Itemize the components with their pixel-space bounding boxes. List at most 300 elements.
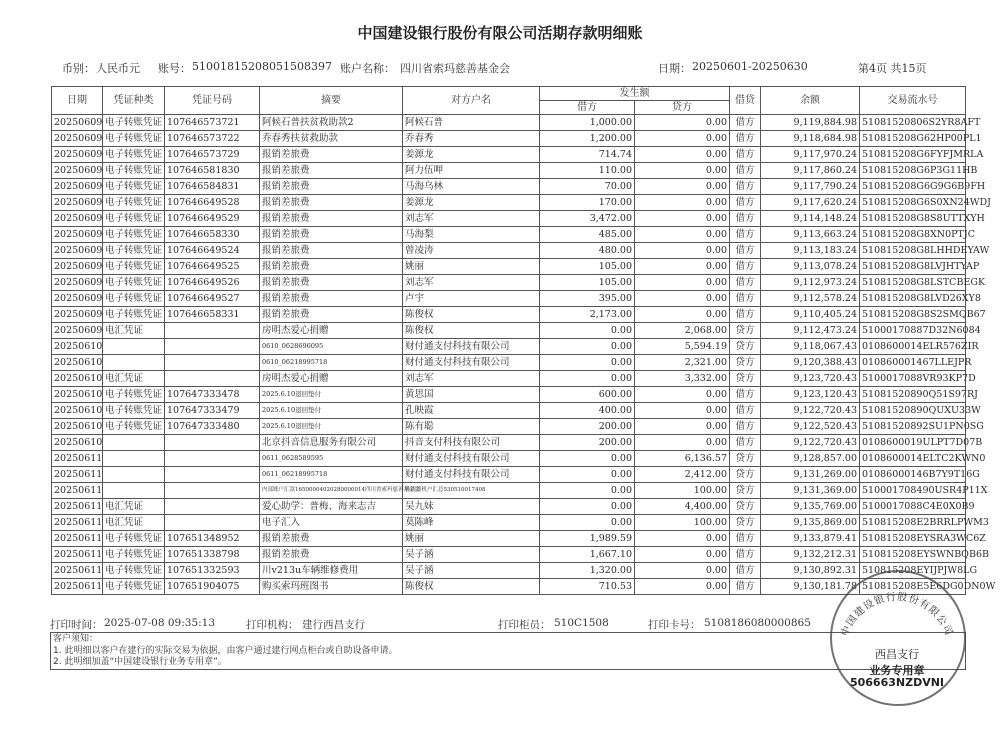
table-row [52,227,966,243]
cell-counterparty: 姜源龙 [403,147,540,163]
print-org-value: 建行西昌支行 [302,619,365,631]
cell-voucher: 107646658331 [165,307,260,323]
cell-credit: 6,136.57 [635,451,730,467]
cell-txn: 510815208G6P3G11HB [860,163,966,179]
cell-summary: 报销差旅费 [260,147,403,163]
table-row [52,179,966,195]
cell-voucher: 107646649524 [165,243,260,259]
cell-debit: 400.00 [540,403,635,419]
cell-voucher: 107646658330 [165,227,260,243]
table-row [52,531,966,547]
cell-balance: 9,112,973.24 [761,275,860,291]
cell-voucher [165,323,260,339]
cell-txn: 510815208G6G9G6B9FH [860,179,966,195]
cell-credit: 0.00 [635,115,730,131]
cell-summary: 阿候石普扶贫救助款2 [260,115,403,131]
cell-type [103,467,165,483]
table-row [52,515,966,531]
table-row [52,419,966,435]
cell-txn: 010860001467LLEJPR [860,355,966,371]
table-row [52,403,966,419]
print-card-label: 打印卡号： [648,619,701,631]
col-txn-header: 交易流水号 [860,87,966,115]
cell-summary: 报销差旅费 [260,211,403,227]
table-row [52,387,966,403]
cell-type: 电子转账凭证 [103,211,165,227]
cell-credit: 0.00 [635,275,730,291]
cell-debit: 0.00 [540,355,635,371]
cell-debit: 485.00 [540,227,635,243]
col-credit-header: 贷方 [635,101,730,115]
cell-type: 电子转账凭证 [103,163,165,179]
cell-balance: 9,117,860.24 [761,163,860,179]
cell-voucher: 107646573721 [165,115,260,131]
cell-txn: 510815208G62HP00PL1 [860,131,966,147]
table-row [52,499,966,515]
cell-summary: 爱心助学：普梅、海来志吉 [260,499,403,515]
cell-summary: 报销差旅费 [260,291,403,307]
cell-debit: 1,667.10 [540,547,635,563]
cell-balance: 9,110,405.24 [761,307,860,323]
cell-date: 20250609 [52,243,103,259]
cell-balance: 9,117,620.24 [761,195,860,211]
cell-counterparty: 陈俊权 [403,307,540,323]
print-time-label: 打印时间： [50,619,103,631]
cell-debit: 600.00 [540,387,635,403]
cell-voucher [165,339,260,355]
cell-voucher [165,435,260,451]
cell-date: 20250611 [52,483,103,499]
cell-dc: 贷方 [730,483,761,499]
cell-credit: 0.00 [635,195,730,211]
cell-balance: 9,132,212.31 [761,547,860,563]
cell-dc: 贷方 [730,499,761,515]
cell-credit: 0.00 [635,419,730,435]
table-row [52,147,966,163]
cell-balance: 9,112,578.24 [761,291,860,307]
transaction-table [51,86,996,595]
cell-date: 20250609 [52,323,103,339]
cell-type: 电子转账凭证 [103,275,165,291]
cell-type: 电子转账凭证 [103,291,165,307]
table-row [52,307,966,323]
cell-counterparty: 财付通支付科技有限公司 [403,339,540,355]
cell-voucher: 107647333480 [165,419,260,435]
notes-item: 2. 此明细加盖“中国建设银行业务专用章”。 [53,657,227,667]
cell-date: 20250609 [52,131,103,147]
cell-debit: 1,200.00 [540,131,635,147]
cell-balance: 9,118,067.43 [761,339,860,355]
table-row [52,323,966,339]
cell-dc: 贷方 [730,323,761,339]
cell-debit: 1,000.00 [540,115,635,131]
cell-summary: 0611_0628589595 [260,451,403,467]
cell-balance: 9,113,078.24 [761,259,860,275]
cell-counterparty: 抖音支付科技有限公司 [403,435,540,451]
cell-date: 20250609 [52,291,103,307]
cell-date: 20250609 [52,163,103,179]
cell-txn: 51000170887D32N6084 [860,323,966,339]
cell-txn: 510001708490USR4P11X [860,483,966,499]
cell-debit: 1,989.59 [540,531,635,547]
cell-credit: 0.00 [635,307,730,323]
cell-counterparty: 陈有聪 [403,419,540,435]
cell-summary: 内部账户汇款16500004020280000014四川省索玛慈善基金会 [260,483,403,499]
cell-dc: 借方 [730,259,761,275]
cell-voucher [165,483,260,499]
cell-dc: 借方 [730,419,761,435]
cell-balance: 9,119,884.98 [761,115,860,131]
cell-date: 20250611 [52,579,103,595]
cell-debit: 0.00 [540,339,635,355]
cell-summary: 北京抖音信息服务有限公司 [260,435,403,451]
cell-debit: 0.00 [540,483,635,499]
cell-type: 电汇凭证 [103,515,165,531]
cell-dc: 借方 [730,227,761,243]
cell-summary: 报销差旅费 [260,275,403,291]
cell-txn: 5100017088VR93KP7D [860,371,966,387]
date-range-value: 20250601-20250630 [692,60,808,73]
cell-summary: 报销差旅费 [260,259,403,275]
account-label: 账号： [158,62,191,75]
cell-counterparty: 曾凌涛 [403,243,540,259]
cell-type: 电子转账凭证 [103,563,165,579]
cell-voucher [165,371,260,387]
cell-credit: 0.00 [635,211,730,227]
cell-counterparty: 财付通支付科技有限公司 [403,467,540,483]
cell-txn: 51081520890QUXU33W [860,403,966,419]
cell-dc: 借方 [730,435,761,451]
cell-credit: 0.00 [635,259,730,275]
cell-dc: 借方 [730,243,761,259]
cell-counterparty: 阿候石普 [403,115,540,131]
col-voucher-header: 凭证号码 [165,87,260,115]
cell-type: 电子转账凭证 [103,227,165,243]
cell-credit: 100.00 [635,483,730,499]
cell-summary: 2025.6.10退回垫付 [260,387,403,403]
cell-txn: 510815208EYIJPJW8LG [860,563,966,579]
cell-date: 20250610 [52,387,103,403]
cell-voucher [165,467,260,483]
cell-summary: 报销差旅费 [260,195,403,211]
cell-type: 电子转账凭证 [103,115,165,131]
cell-summary: 报销差旅费 [260,163,403,179]
table-row [52,371,966,387]
cell-balance: 9,128,857.00 [761,451,860,467]
cell-summary: 0611_06218995718 [260,467,403,483]
cell-debit: 0.00 [540,323,635,339]
cell-counterparty: 卢宇 [403,291,540,307]
cell-voucher [165,451,260,467]
cell-dc: 贷方 [730,339,761,355]
cell-balance: 9,122,720.43 [761,435,860,451]
cell-counterparty: 刘志军 [403,371,540,387]
cell-txn: 01086000146B7Y9T16G [860,467,966,483]
cell-debit: 710.53 [540,579,635,595]
cell-dc: 借方 [730,195,761,211]
cell-type: 电子转账凭证 [103,147,165,163]
table-row [52,355,966,371]
cell-credit: 0.00 [635,163,730,179]
cell-voucher: 107646584831 [165,179,260,195]
cell-counterparty: 黄思国 [403,387,540,403]
cell-txn: 51081520806S2YR8AFT [860,115,966,131]
cell-counterparty: 姚丽 [403,531,540,547]
cell-txn: 510815208EYSWNBQB6B [860,547,966,563]
cell-dc: 借方 [730,531,761,547]
cell-counterparty: 转清算机户汇总530510017408 [403,483,540,499]
col-summary-header: 摘要 [260,87,403,115]
cell-date: 20250610 [52,419,103,435]
cell-counterparty: 莫陈峰 [403,515,540,531]
cell-counterparty: 吴子涵 [403,547,540,563]
cell-dc: 借方 [730,131,761,147]
cell-summary: 2025.6.10退回垫付 [260,419,403,435]
cell-counterparty: 马海乌林 [403,179,540,195]
cell-credit: 2,321.00 [635,355,730,371]
cell-counterparty: 财付通支付科技有限公司 [403,451,540,467]
statement-title: 中国建设银行股份有限公司活期存款明细账 [357,24,643,42]
cell-dc: 借方 [730,115,761,131]
cell-dc: 贷方 [730,355,761,371]
cell-dc: 借方 [730,291,761,307]
cell-summary: 2025.6.10退回垫付 [260,403,403,419]
cell-type: 电子转账凭证 [103,387,165,403]
cell-credit: 0.00 [635,563,730,579]
cell-type [103,339,165,355]
seal-purpose: 业务专用章 [869,664,925,677]
cell-balance: 9,118,684.98 [761,131,860,147]
cell-dc: 借方 [730,387,761,403]
table-row [52,547,966,563]
cell-counterparty: 刘志军 [403,211,540,227]
cell-summary: 电子汇入 [260,515,403,531]
cell-txn: 510815208G8S2SMQB67 [860,307,966,323]
cell-debit: 0.00 [540,499,635,515]
table-row [52,483,966,499]
cell-type: 电子转账凭证 [103,307,165,323]
cell-voucher [165,515,260,531]
cell-txn: 0108600014ELR576ZIR [860,339,966,355]
cell-credit: 0.00 [635,547,730,563]
cell-date: 20250609 [52,211,103,227]
cell-txn: 510815208EYSRA3WC6Z [860,531,966,547]
table-row [52,243,966,259]
cell-date: 20250609 [52,195,103,211]
cell-credit: 5,594.19 [635,339,730,355]
cell-voucher: 107646581830 [165,163,260,179]
cell-txn: 510815208G6S0XN24WDJ [860,195,966,211]
cell-balance: 9,120,388.43 [761,355,860,371]
cell-balance: 9,131,369.00 [761,483,860,499]
cell-voucher: 107646573722 [165,131,260,147]
cell-debit: 105.00 [540,275,635,291]
cell-credit: 0.00 [635,531,730,547]
cell-credit: 0.00 [635,179,730,195]
cell-debit: 480.00 [540,243,635,259]
cell-type: 电子转账凭证 [103,403,165,419]
cell-voucher: 107647333478 [165,387,260,403]
cell-counterparty: 刘志军 [403,275,540,291]
cell-dc: 借方 [730,163,761,179]
cell-type: 电汇凭证 [103,371,165,387]
cell-credit: 0.00 [635,435,730,451]
table-row [52,339,966,355]
cell-txn: 510815208G8LVD26XY8 [860,291,966,307]
cell-debit: 200.00 [540,435,635,451]
print-counter-label: 打印柜员： [498,619,551,631]
cell-date: 20250611 [52,563,103,579]
cell-counterparty: 吴九妹 [403,499,540,515]
cell-counterparty: 马海梨 [403,227,540,243]
cell-credit: 0.00 [635,243,730,259]
cell-debit: 70.00 [540,179,635,195]
cell-date: 20250611 [52,467,103,483]
notes-heading: 客户须知： [53,634,99,644]
print-org-label: 打印机构： [246,619,299,631]
cell-type: 电子转账凭证 [103,195,165,211]
cell-summary: 0610_06218995718 [260,355,403,371]
cell-txn: 51081520892SU1PN0SG [860,419,966,435]
table-row [52,259,966,275]
cell-counterparty: 陈俊权 [403,579,540,595]
cell-date: 20250609 [52,115,103,131]
cell-balance: 9,113,663.24 [761,227,860,243]
seal-code: 506663NZDVNI [849,676,945,689]
cell-dc: 借方 [730,211,761,227]
cell-balance: 9,135,769.00 [761,499,860,515]
seal-branch: 西昌支行 [875,648,919,661]
cell-debit: 170.00 [540,195,635,211]
cell-balance: 9,117,790.24 [761,179,860,195]
cell-summary: 报销差旅费 [260,243,403,259]
cell-txn: 510815208G8LHHDEYAW [860,243,966,259]
cell-dc: 贷方 [730,451,761,467]
account-value: 51001815208051508397 [192,60,332,73]
cell-summary: 报销差旅费 [260,531,403,547]
currency-value: 人民币元 [96,62,140,75]
cell-debit: 714.74 [540,147,635,163]
col-debit-header: 借方 [540,101,635,115]
cell-voucher: 107646573729 [165,147,260,163]
cell-debit: 110.00 [540,163,635,179]
cell-credit: 3,332.00 [635,371,730,387]
cell-counterparty: 阿力伍呷 [403,163,540,179]
cell-type: 电汇凭证 [103,323,165,339]
cell-counterparty: 陈俊权 [403,323,540,339]
cell-type [103,435,165,451]
cell-date: 20250610 [52,339,103,355]
cell-counterparty: 孔映霞 [403,403,540,419]
cell-dc: 借方 [730,179,761,195]
cell-balance: 9,122,720.43 [761,403,860,419]
cell-voucher: 107646649528 [165,195,260,211]
cell-balance: 9,130,181.78 [761,579,860,595]
cell-date: 20250609 [52,179,103,195]
cell-credit: 2,068.00 [635,323,730,339]
table-row [52,115,966,131]
cell-balance: 9,113,183.24 [761,243,860,259]
cell-balance: 9,133,879.41 [761,531,860,547]
cell-voucher: 107646649525 [165,259,260,275]
cell-balance: 9,130,892.31 [761,563,860,579]
cell-summary: 购买索玛班图书 [260,579,403,595]
cell-balance: 9,122,520.43 [761,419,860,435]
transaction-rows [52,115,996,595]
cell-summary: 乔春秀扶贫救助款 [260,131,403,147]
table-row [52,435,966,451]
cell-voucher: 107651904075 [165,579,260,595]
cell-balance: 9,112,473.24 [761,323,860,339]
cell-debit: 105.00 [540,259,635,275]
cell-dc: 借方 [730,147,761,163]
cell-dc: 借方 [730,403,761,419]
cell-balance: 9,135,869.00 [761,515,860,531]
cell-date: 20250611 [52,547,103,563]
cell-txn: 5100017088C4E0X0B9 [860,499,966,515]
cell-date: 20250609 [52,147,103,163]
cell-type: 电子转账凭证 [103,419,165,435]
cell-type [103,451,165,467]
cell-txn: 510815208G8XN0PTJC [860,227,966,243]
cell-date: 20250609 [52,307,103,323]
cell-voucher: 107646649527 [165,291,260,307]
cell-summary: 报销差旅费 [260,227,403,243]
print-counter-value: 510C1508 [554,617,609,629]
account-name-label: 账户名称： [340,62,395,75]
cell-debit: 200.00 [540,419,635,435]
cell-debit: 0.00 [540,371,635,387]
cell-date: 20250611 [52,499,103,515]
cell-voucher: 107651332593 [165,563,260,579]
cell-summary: 报销差旅费 [260,179,403,195]
cell-credit: 0.00 [635,387,730,403]
cell-summary: 房明杰爱心捐赠 [260,371,403,387]
cell-dc: 贷方 [730,371,761,387]
cell-credit: 0.00 [635,131,730,147]
print-time-value: 2025-07-08 09:35:13 [104,617,216,629]
cell-dc: 贷方 [730,467,761,483]
cell-voucher: 107646649526 [165,275,260,291]
table-row [52,291,966,307]
cell-counterparty: 财付通支付科技有限公司 [403,355,540,371]
col-dc-header: 借贷 [730,87,761,115]
table-row [52,451,966,467]
cell-dc: 贷方 [730,515,761,531]
cell-dc: 借方 [730,563,761,579]
cell-type [103,483,165,499]
cell-dc: 借方 [730,579,761,595]
statement-meta [46,60,966,76]
cell-txn: 510815208E2BRRLPWM3 [860,515,966,531]
cell-summary: 报销差旅费 [260,307,403,323]
table-row [52,211,966,227]
cell-date: 20250610 [52,371,103,387]
cell-dc: 借方 [730,307,761,323]
cell-date: 20250611 [52,451,103,467]
cell-type: 电子转账凭证 [103,579,165,595]
cell-txn: 0108600019ULPT7D07B [860,435,966,451]
cell-voucher [165,355,260,371]
cell-balance: 9,131,269.00 [761,467,860,483]
cell-voucher: 107651348952 [165,531,260,547]
cell-type: 电子转账凭证 [103,531,165,547]
cell-summary: 报销差旅费 [260,547,403,563]
cell-credit: 100.00 [635,515,730,531]
cell-counterparty: 姜源龙 [403,195,540,211]
cell-date: 20250610 [52,355,103,371]
cell-counterparty: 姚丽 [403,259,540,275]
